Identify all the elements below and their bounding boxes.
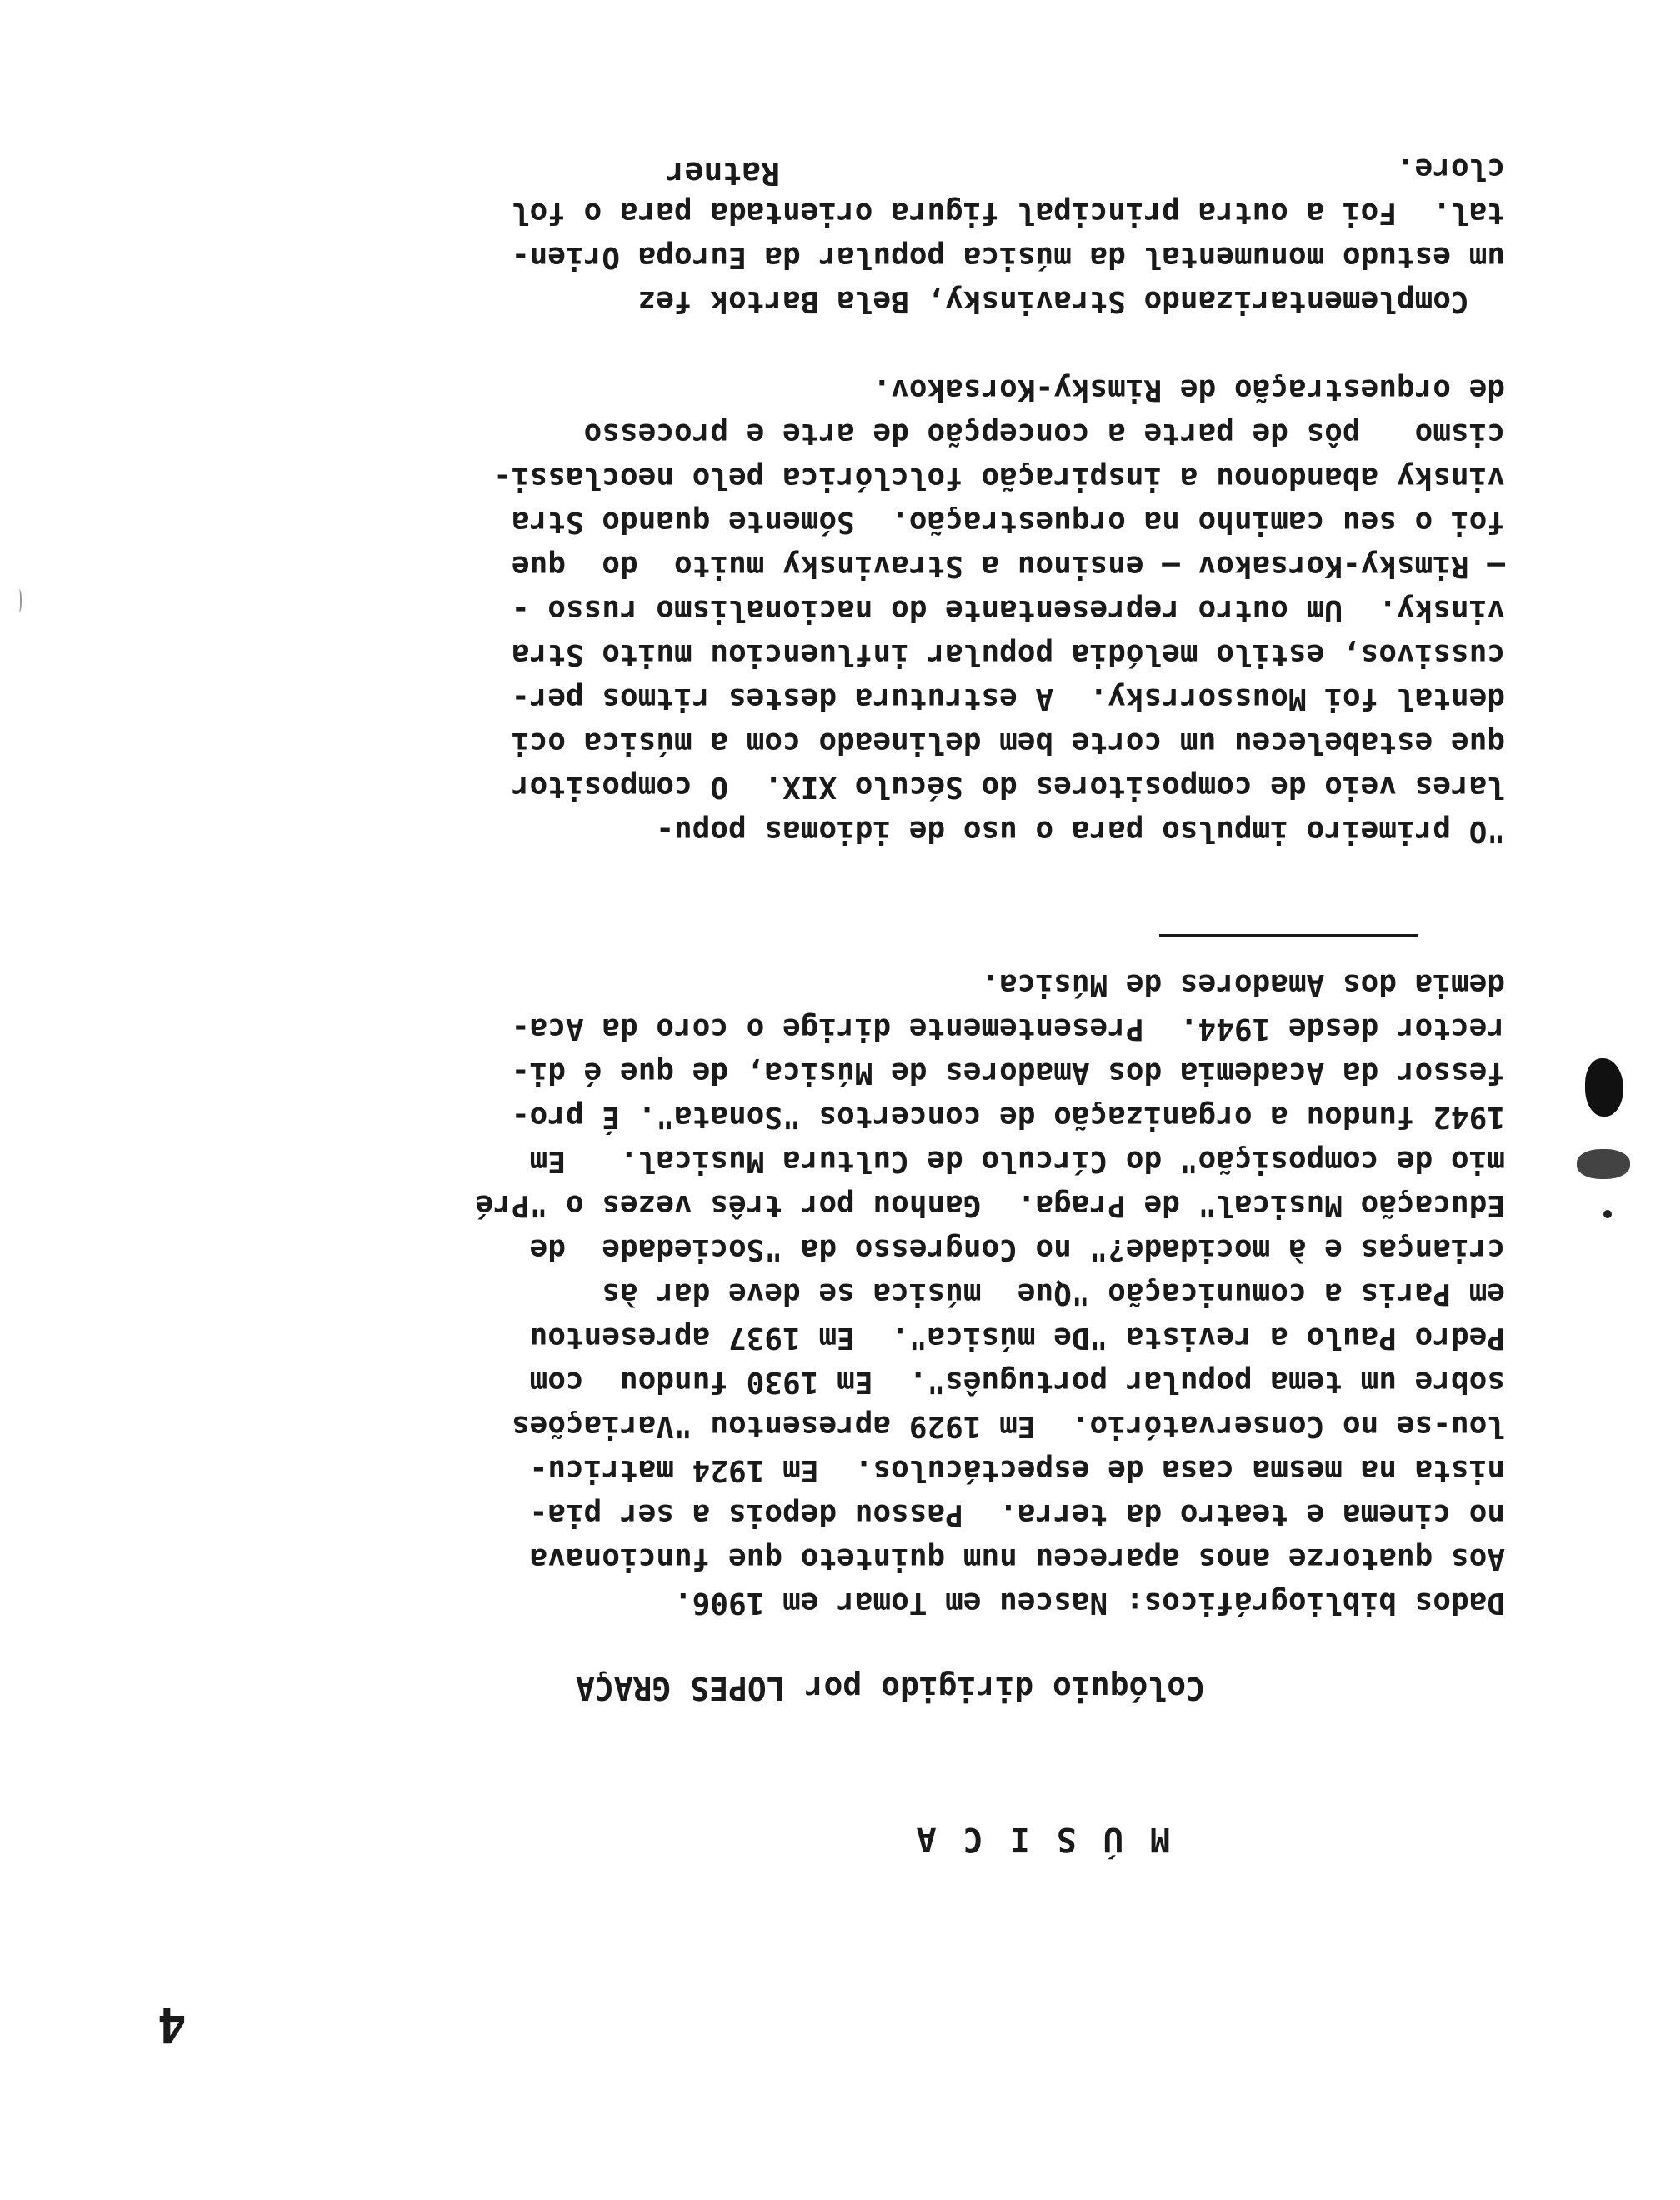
text-line: 1942 fundou a organização de concertos "Sonata". É pro- xyxy=(511,1100,1505,1134)
text-line: foi o seu caminho na orquestração. Sómente quando Stra xyxy=(511,505,1505,539)
subtitle: Colóquio dirigido por LOPES GRAÇA xyxy=(576,1670,1205,1707)
ink-blot xyxy=(1585,1058,1623,1117)
text-line: "O primeiro impulso para o uso de idiomas popu- xyxy=(656,814,1505,848)
section-title: MÚSICA xyxy=(889,1820,1170,1858)
text-line: mio de composição" do Círculo de Cultura Musical. Em xyxy=(529,1144,1505,1178)
text-line: — Rimsky-Korsakov — ensinou a Stravinsky muito do que xyxy=(511,549,1505,583)
text-line: lou-se no Conservatório. Em 1929 apresentou "Variações xyxy=(511,1409,1505,1443)
section-divider xyxy=(1159,934,1418,938)
text-line: tal. Foi a outra principal figura orientada para o fol xyxy=(511,196,1505,230)
text-line: sobre um tema popular português". Em 1930 fundou com xyxy=(529,1365,1505,1399)
text-line: fessor da Academia dos Amadores de Música, de que é di- xyxy=(511,1056,1505,1090)
text-line: em Paris a comunicação "Que música se deve dar às xyxy=(602,1277,1505,1311)
text-line: cussivos, estilo melódia popular influenciou muito Stra xyxy=(511,638,1505,672)
text-line: de orquestração de Rimsky-Korsakov. xyxy=(872,372,1505,407)
quote-paragraph xyxy=(5,147,1505,853)
text-line: dental foi Moussorrsky. A estrutura destes ritmos per- xyxy=(511,682,1505,716)
text-line: Pedro Paulo a revista "De música". Em 1937 apresentou xyxy=(529,1321,1505,1355)
text-line: cismo pôs de parte a concepção de arte e processo xyxy=(583,417,1505,451)
ink-dot xyxy=(1603,1210,1612,1218)
text-line: lares veio de compositores do Século XIX. O compositor xyxy=(511,770,1505,804)
text-line: no cinema e teatro da terra. Passou depois a ser pia- xyxy=(529,1498,1505,1532)
text-line: clore. xyxy=(1396,152,1505,186)
text-line: Educação Musical" de Praga. Ganhou por três vezes o "Pré xyxy=(475,1188,1505,1222)
text-line: vinsky abandonou a inspiração folclórica pelo neoclassi- xyxy=(493,461,1505,495)
text-line: um estudo monumental da música popular da Europa Orien- xyxy=(511,240,1505,274)
quote-author: Ratner xyxy=(665,155,780,192)
biographical-paragraph xyxy=(5,962,1505,1625)
text-line: rector desde 1944. Presentemente dirige o coro da Aca- xyxy=(511,1012,1505,1046)
text-line: Complementarizando Stravinsky, Bela Bartok fez xyxy=(638,284,1505,318)
text-line: nista na mesma casa de espectáculos. Em 1924 matricu- xyxy=(529,1453,1505,1488)
page-number: 4 xyxy=(158,1997,187,2053)
text-line: crianças e à mocidade?" no Congresso da "Sociedade de xyxy=(529,1232,1505,1267)
pencil-mark xyxy=(15,589,22,612)
text-line xyxy=(5,323,1505,368)
ink-smudge xyxy=(1577,1149,1630,1179)
text-line: vinsky. Um outro representante do nacionalismo russo - xyxy=(511,593,1505,628)
text-line: Aos quatorze anos apareceu num quinteto que funcionava xyxy=(529,1542,1505,1576)
text-line: Dados bibliográficos: Nasceu em Tomar em 1906. xyxy=(674,1586,1505,1620)
text-line: demia dos Amadores de Música. xyxy=(981,968,1505,1002)
text-line: que estabeleceu um corte bem delineado com a música oci xyxy=(511,726,1505,760)
